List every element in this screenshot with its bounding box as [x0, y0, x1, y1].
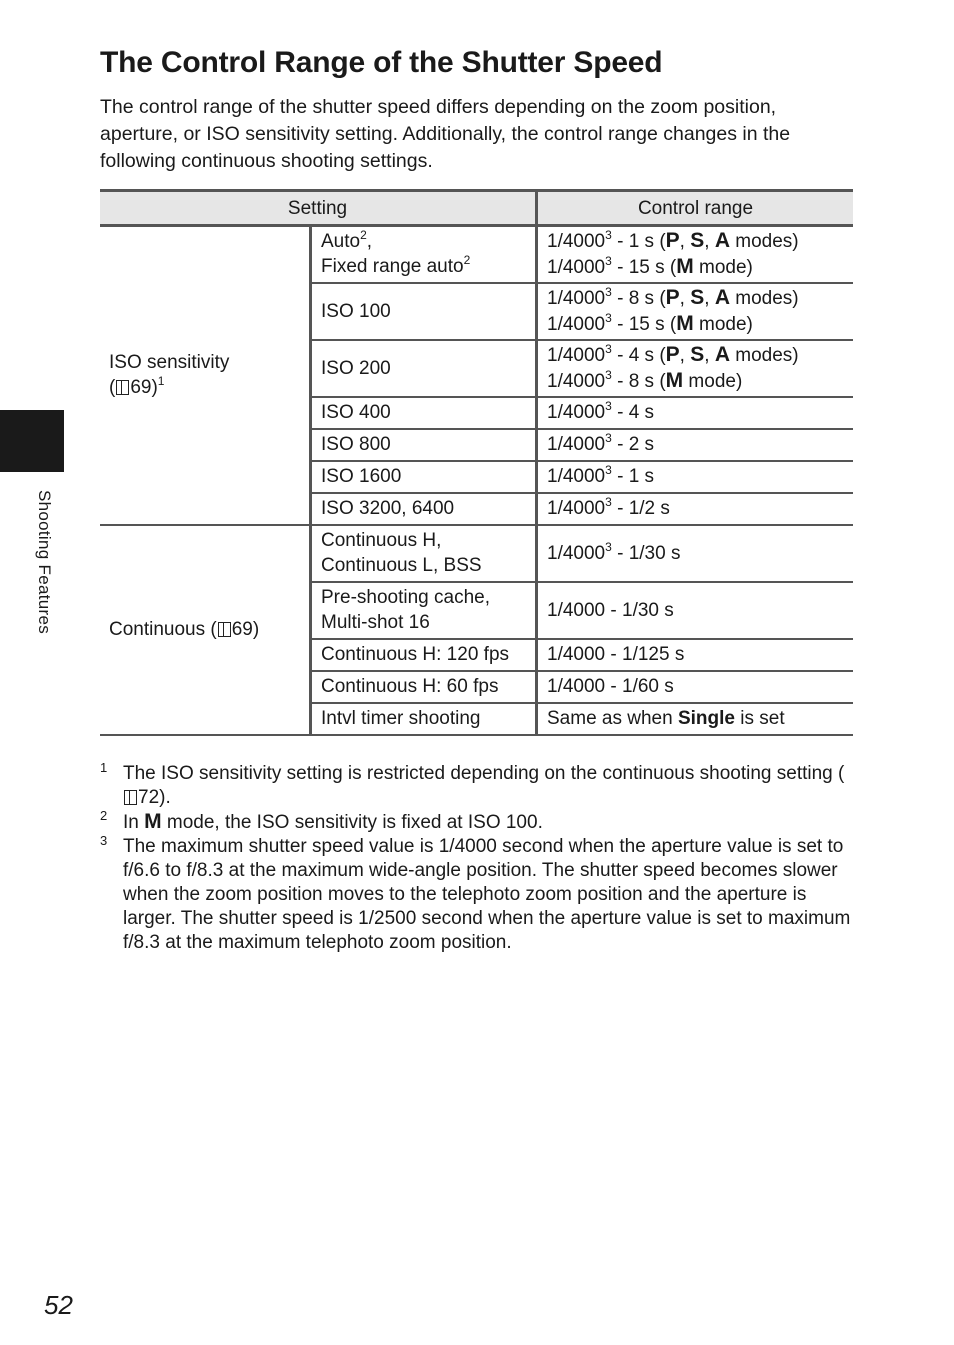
range-cell: [537, 493, 854, 525]
page-title: The Control Range of the Shutter Speed: [100, 46, 663, 79]
setting-cell: [311, 525, 537, 582]
iso-ref-page: 69: [130, 377, 152, 399]
range-value: 1/4000: [547, 434, 606, 455]
range-value: 1/4000: [547, 288, 606, 309]
header-control-range: Control range: [537, 191, 854, 226]
range-prefix: Same as when: [547, 708, 678, 729]
footnote-text: ).: [159, 787, 171, 808]
setting-auto: Auto: [321, 231, 361, 253]
range-value: 1/4000: [547, 231, 606, 253]
table-row: [100, 525, 853, 582]
setting-cell: ISO 400: [311, 397, 537, 429]
separator: ,: [679, 231, 691, 253]
shutter-speed-table: [100, 189, 853, 736]
range-span: - 15 s (: [611, 257, 677, 279]
mode-m-icon: M: [676, 255, 694, 279]
continuous-ref-page: 69: [231, 619, 253, 640]
header-setting: Setting: [100, 191, 537, 226]
footnote-mark: 3: [605, 431, 612, 445]
mode-s-icon: S: [690, 229, 705, 253]
setting-line: Pre-shooting cache,: [321, 587, 490, 608]
footnotes: [100, 762, 856, 955]
table-header-row: [100, 191, 853, 226]
footnote-mark: 2: [360, 228, 367, 243]
setting-cell: ISO 800: [311, 429, 537, 461]
range-span: - 8 s (: [611, 288, 666, 309]
setting-cell: Continuous H: 120 fps: [311, 639, 537, 671]
separator: ,: [679, 345, 691, 366]
setting-cell: [311, 226, 537, 283]
setting-cell: ISO 200: [311, 340, 537, 397]
range-cell: 1/4000 - 1/60 s: [537, 671, 854, 703]
footnote-mark: 3: [605, 539, 612, 554]
range-value: 1/4000: [547, 257, 606, 279]
range-value: 1/4000: [547, 314, 606, 335]
footnote-number: 2: [100, 808, 108, 823]
range-cell: [537, 397, 854, 429]
book-reference-icon: [218, 622, 231, 637]
footnote-mark: 3: [605, 311, 612, 325]
range-suffix: is set: [734, 708, 785, 729]
section-side-label: Shooting Features: [35, 490, 54, 635]
range-span: - 8 s (: [611, 371, 666, 392]
range-value: 1/4000: [547, 466, 606, 487]
mode-p-icon: P: [665, 343, 680, 366]
separator: ,: [704, 288, 715, 309]
range-bold-single: Single: [677, 708, 735, 729]
footnote-text: The maximum shutter speed value is 1/4000 second when the aperture value is set to f/6.6 to f/8.3 at the maximum wide-angle position. The shutter speed becomes slower when the zoom position moves to the telephoto zoom position and the aperture is larger. The shutter speed is 1/2500 second when the aperture value is set to maximum f/8.3 at the maximum telephoto zoom position.: [123, 836, 851, 953]
range-span: - 1/2 s: [611, 498, 670, 519]
continuous-label-cell: [100, 525, 311, 735]
range-span: - 15 s (: [611, 314, 677, 335]
setting-cell: [311, 582, 537, 639]
footnote-mark: 1: [157, 374, 165, 389]
mode-m-icon: M: [665, 369, 684, 392]
separator: ,: [704, 231, 715, 253]
mode-p-icon: P: [665, 286, 680, 309]
footnote-ref-page: 72: [138, 787, 160, 808]
range-cell: [537, 283, 854, 340]
page-number: 52: [44, 1290, 73, 1320]
mode-suffix: mode): [693, 314, 753, 335]
range-span: - 1/30 s: [611, 542, 681, 564]
mode-m-icon: M: [676, 312, 694, 335]
footnote-mark: 2: [463, 253, 471, 268]
footnote-mark: 3: [605, 495, 612, 509]
footnote-mark: 3: [605, 254, 612, 269]
range-cell: [537, 461, 854, 493]
book-reference-icon: [124, 790, 137, 805]
range-cell: 1/4000 - 1/30 s: [537, 582, 854, 639]
mode-s-icon: S: [690, 343, 705, 366]
footnote-text: In: [123, 812, 145, 833]
range-cell: [537, 525, 854, 582]
footnote-3: [100, 835, 856, 955]
setting-auto-comma: ,: [366, 231, 373, 253]
setting-cell: ISO 3200, 6400: [311, 493, 537, 525]
footnote-number: 1: [100, 760, 108, 775]
range-span: - 4 s: [611, 402, 655, 423]
footnote-mark: 3: [605, 228, 612, 243]
continuous-label: Continuous (: [109, 619, 217, 640]
footnote-mark: 3: [605, 285, 612, 299]
book-reference-icon: [116, 380, 129, 395]
range-value: 1/4000: [547, 371, 606, 392]
setting-line: Continuous H,: [321, 530, 442, 551]
mode-a-icon: A: [714, 343, 730, 366]
intro-paragraph: The control range of the shutter speed differs depending on the zoom position, aperture, or ISO sensitivity setting. Additionally, the control range changes in the following continuous shooting settings.: [100, 96, 791, 172]
footnote-mark: 3: [605, 399, 612, 413]
footnote-number: 3: [100, 833, 108, 848]
footnote-mark: 3: [605, 463, 612, 477]
setting-line: Multi-shot 16: [321, 612, 430, 633]
range-value: 1/4000: [547, 402, 606, 423]
modes-suffix: modes): [729, 231, 799, 253]
range-cell: 1/4000 - 1/125 s: [537, 639, 854, 671]
footnote-1: [100, 762, 856, 810]
range-span: - 1 s: [611, 466, 655, 487]
continuous-close-paren: ): [252, 619, 260, 640]
setting-line: Continuous L, BSS: [321, 555, 482, 576]
range-cell: [537, 226, 854, 283]
modes-suffix: modes): [729, 345, 799, 366]
range-span: - 4 s (: [611, 345, 666, 366]
range-span: - 2 s: [611, 434, 655, 455]
setting-cell: ISO 100: [311, 283, 537, 340]
setting-cell: Intvl timer shooting: [311, 703, 537, 735]
range-value: 1/4000: [547, 345, 606, 366]
separator: ,: [704, 345, 715, 366]
footnote-text: The ISO sensitivity setting is restricted depending on the continuous shooting setting (: [123, 763, 845, 784]
footnote-mark: 3: [605, 368, 612, 382]
range-cell: [537, 429, 854, 461]
section-tab-marker: [0, 410, 64, 472]
modes-suffix: modes): [729, 288, 799, 309]
setting-cell: ISO 1600: [311, 461, 537, 493]
mode-s-icon: S: [690, 286, 705, 309]
range-span: - 1 s (: [611, 231, 666, 253]
mode-a-icon: A: [714, 286, 730, 309]
mode-m-icon: M: [144, 810, 162, 833]
range-cell: [537, 703, 854, 735]
mode-suffix: mode): [683, 371, 743, 392]
separator: ,: [679, 288, 691, 309]
range-value: 1/4000: [547, 542, 606, 564]
range-value: 1/4000: [547, 498, 606, 519]
setting-cell: Continuous H: 60 fps: [311, 671, 537, 703]
table-row: [100, 226, 853, 283]
setting-fixed-range-auto: Fixed range auto: [321, 256, 464, 278]
footnote-text: mode, the ISO sensitivity is fixed at ISO 100.: [161, 812, 543, 833]
mode-a-icon: A: [714, 229, 730, 253]
footnote-2: [100, 810, 856, 835]
iso-sensitivity-label: ISO sensitivity: [109, 352, 230, 374]
mode-suffix: mode): [693, 257, 753, 279]
iso-sensitivity-label-cell: ISO sensitivity ( 69)$^1$: [100, 226, 311, 525]
mode-p-icon: P: [665, 229, 680, 253]
footnote-mark: 3: [605, 342, 612, 356]
range-cell: [537, 340, 854, 397]
